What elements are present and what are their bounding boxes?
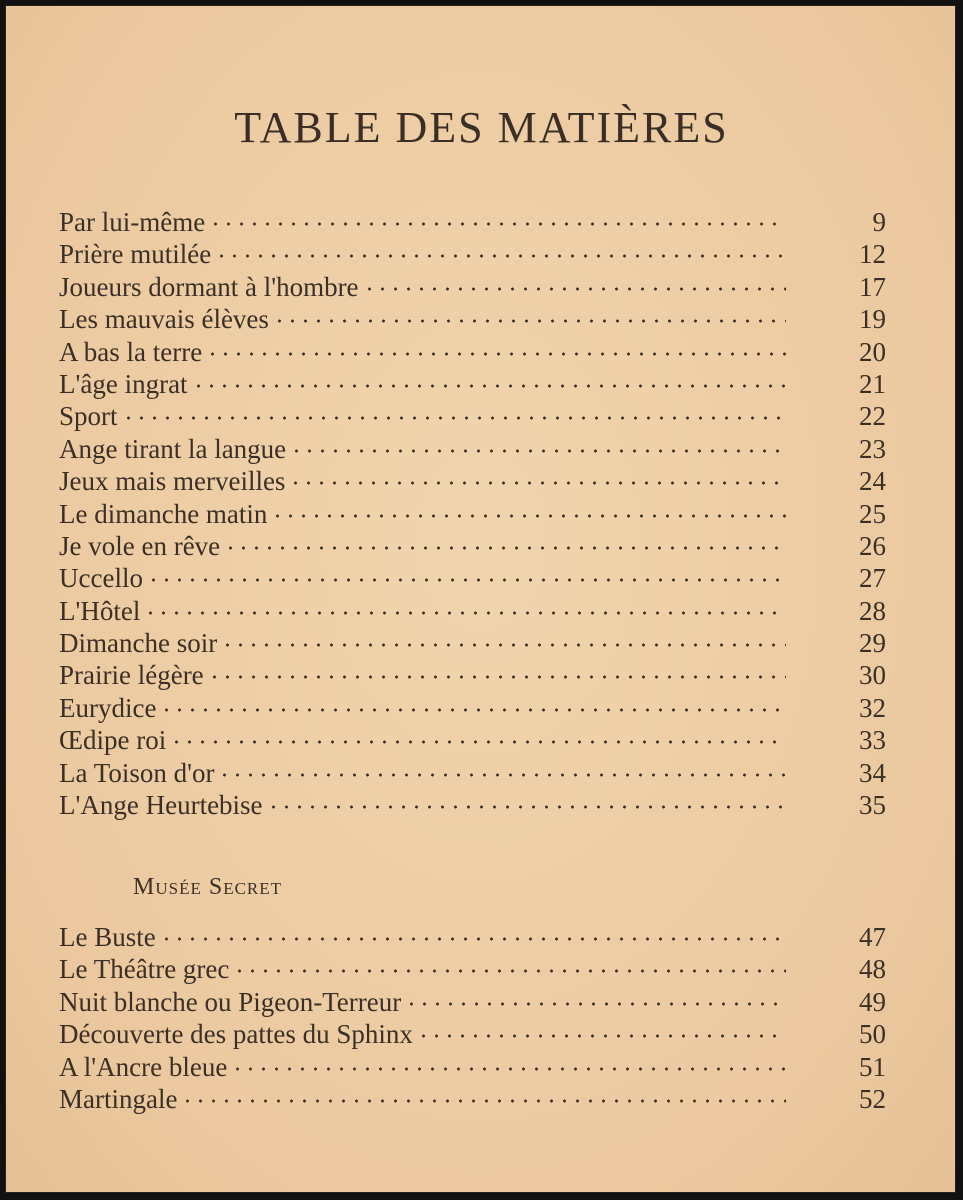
leader-dots: [267, 797, 786, 817]
toc-entry-page: 52: [859, 1083, 886, 1114]
toc-entry-title: Le Théâtre grec: [59, 954, 230, 985]
toc-entry-page: 35: [859, 790, 886, 821]
toc-entry: [59, 530, 886, 562]
toc-entry-page: 12: [859, 239, 886, 270]
leader-dots: [181, 1091, 786, 1111]
leader-dots: [417, 1026, 786, 1046]
toc-entry: [59, 433, 886, 465]
toc-entry-page: 24: [859, 466, 886, 497]
toc-entry: [59, 953, 886, 985]
toc-entry-title: Par lui-même: [59, 207, 206, 237]
toc-entry-page: 22: [859, 401, 886, 432]
toc-entry: [59, 627, 886, 659]
toc-entry-title: Prière mutilée: [59, 239, 212, 270]
leader-dots: [170, 732, 786, 752]
leader-dots: [290, 441, 786, 461]
leader-dots: [363, 279, 786, 299]
toc-list: [59, 206, 886, 821]
toc-entry-title: Œdipe roi: [59, 725, 167, 756]
toc-entry-title: L'âge ingrat: [59, 368, 188, 399]
leader-dots: [271, 506, 786, 526]
toc-entry-title: Nuit blanche ou Pigeon-Terreur: [59, 986, 402, 1017]
toc-entry-page: 49: [859, 986, 886, 1017]
section-heading: Musée Secret: [133, 874, 283, 900]
toc-entry-title: La Toison d'or: [59, 757, 215, 788]
toc-entry-title: Ange tirant la langue: [59, 433, 287, 464]
toc-entry-title: Martingale: [59, 1083, 178, 1114]
toc-entry-title: Le dimanche matin: [59, 498, 268, 529]
toc-entry: [59, 692, 886, 724]
toc-entry: [59, 1051, 886, 1083]
toc-entry-page: 27: [859, 563, 886, 594]
toc-entry: [59, 498, 886, 530]
toc-entry: [59, 659, 886, 691]
toc-entry-page: 26: [859, 530, 886, 561]
toc-entry: [59, 921, 886, 953]
toc-entry-title: A l'Ancre bleue: [59, 1051, 228, 1082]
leader-dots: [215, 246, 786, 266]
toc-entry: [59, 986, 886, 1018]
toc-entry-page: 34: [859, 757, 886, 788]
toc-entry-title: Jeux mais merveilles: [59, 466, 286, 497]
leader-dots: [147, 570, 786, 590]
toc-entry-page: 21: [859, 368, 886, 399]
toc-entry-page: 30: [859, 660, 886, 691]
leader-dots: [233, 961, 786, 981]
leader-dots: [405, 994, 786, 1014]
toc-entry: [59, 1083, 886, 1115]
toc-entry-page: 19: [859, 304, 886, 335]
toc-entry: [59, 789, 886, 821]
toc-entry-page: 48: [859, 954, 886, 985]
toc-entry-page: 25: [859, 498, 886, 529]
toc-entry: [59, 368, 886, 400]
leader-dots: [208, 667, 786, 687]
toc-entry-page: 23: [859, 433, 886, 464]
toc-entry-page: 9: [872, 207, 886, 237]
leader-dots: [209, 214, 786, 234]
toc-entry: [59, 238, 886, 270]
toc-entry-page: 33: [859, 725, 886, 756]
leader-dots: [192, 376, 786, 396]
toc-entry-page: 17: [859, 271, 886, 302]
leader-dots: [273, 311, 786, 331]
leader-dots: [122, 408, 786, 428]
leader-dots: [289, 473, 786, 493]
leader-dots: [144, 603, 786, 623]
toc-entry: [59, 465, 886, 497]
toc-entry-page: 28: [859, 595, 886, 626]
page-title: TABLE DES MATIÈRES: [234, 103, 729, 152]
toc-entry: [59, 271, 886, 303]
toc-entry-page: 29: [859, 628, 886, 659]
toc-list-secret: [59, 921, 886, 1115]
toc-entry-page: 50: [859, 1019, 886, 1050]
toc-entry: [59, 336, 886, 368]
toc-entry: [59, 206, 886, 238]
toc-entry: [59, 400, 886, 432]
toc-entry: [59, 303, 886, 335]
toc-entry-title: Dimanche soir: [59, 628, 218, 659]
toc-entry-title: Je vole en rêve: [59, 530, 221, 561]
book-page: [5, 5, 956, 1193]
toc-entry-title: Sport: [59, 401, 118, 432]
leader-dots: [206, 344, 786, 364]
toc-entry: [59, 757, 886, 789]
toc-entry-title: Les mauvais élèves: [59, 304, 269, 335]
toc-entry-page: 51: [859, 1051, 886, 1082]
toc-entry-title: L'Ange Heurtebise: [59, 790, 263, 821]
toc-entry-page: 47: [859, 922, 886, 952]
toc-entry-title: Le Buste: [59, 922, 156, 952]
toc-entry-title: Découverte des pattes du Sphinx: [59, 1019, 413, 1050]
toc-entry-page: 32: [859, 692, 886, 723]
toc-entry-title: Eurydice: [59, 692, 157, 723]
toc-entry-title: Joueurs dormant à l'hombre: [59, 271, 359, 302]
toc-entry-title: Prairie légère: [59, 660, 204, 691]
toc-entry: [59, 595, 886, 627]
toc-entry-title: L'Hôtel: [59, 595, 141, 626]
leader-dots: [224, 538, 786, 558]
toc-entry: [59, 724, 886, 756]
leader-dots: [160, 929, 786, 949]
leader-dots: [218, 765, 786, 785]
leader-dots: [160, 700, 786, 720]
toc-entry: [59, 1018, 886, 1050]
leader-dots: [231, 1059, 786, 1079]
leader-dots: [221, 635, 786, 655]
toc-entry: [59, 562, 886, 594]
toc-entry-page: 20: [859, 336, 886, 367]
toc-entry-title: A bas la terre: [59, 336, 203, 367]
toc-entry-title: Uccello: [59, 563, 143, 594]
